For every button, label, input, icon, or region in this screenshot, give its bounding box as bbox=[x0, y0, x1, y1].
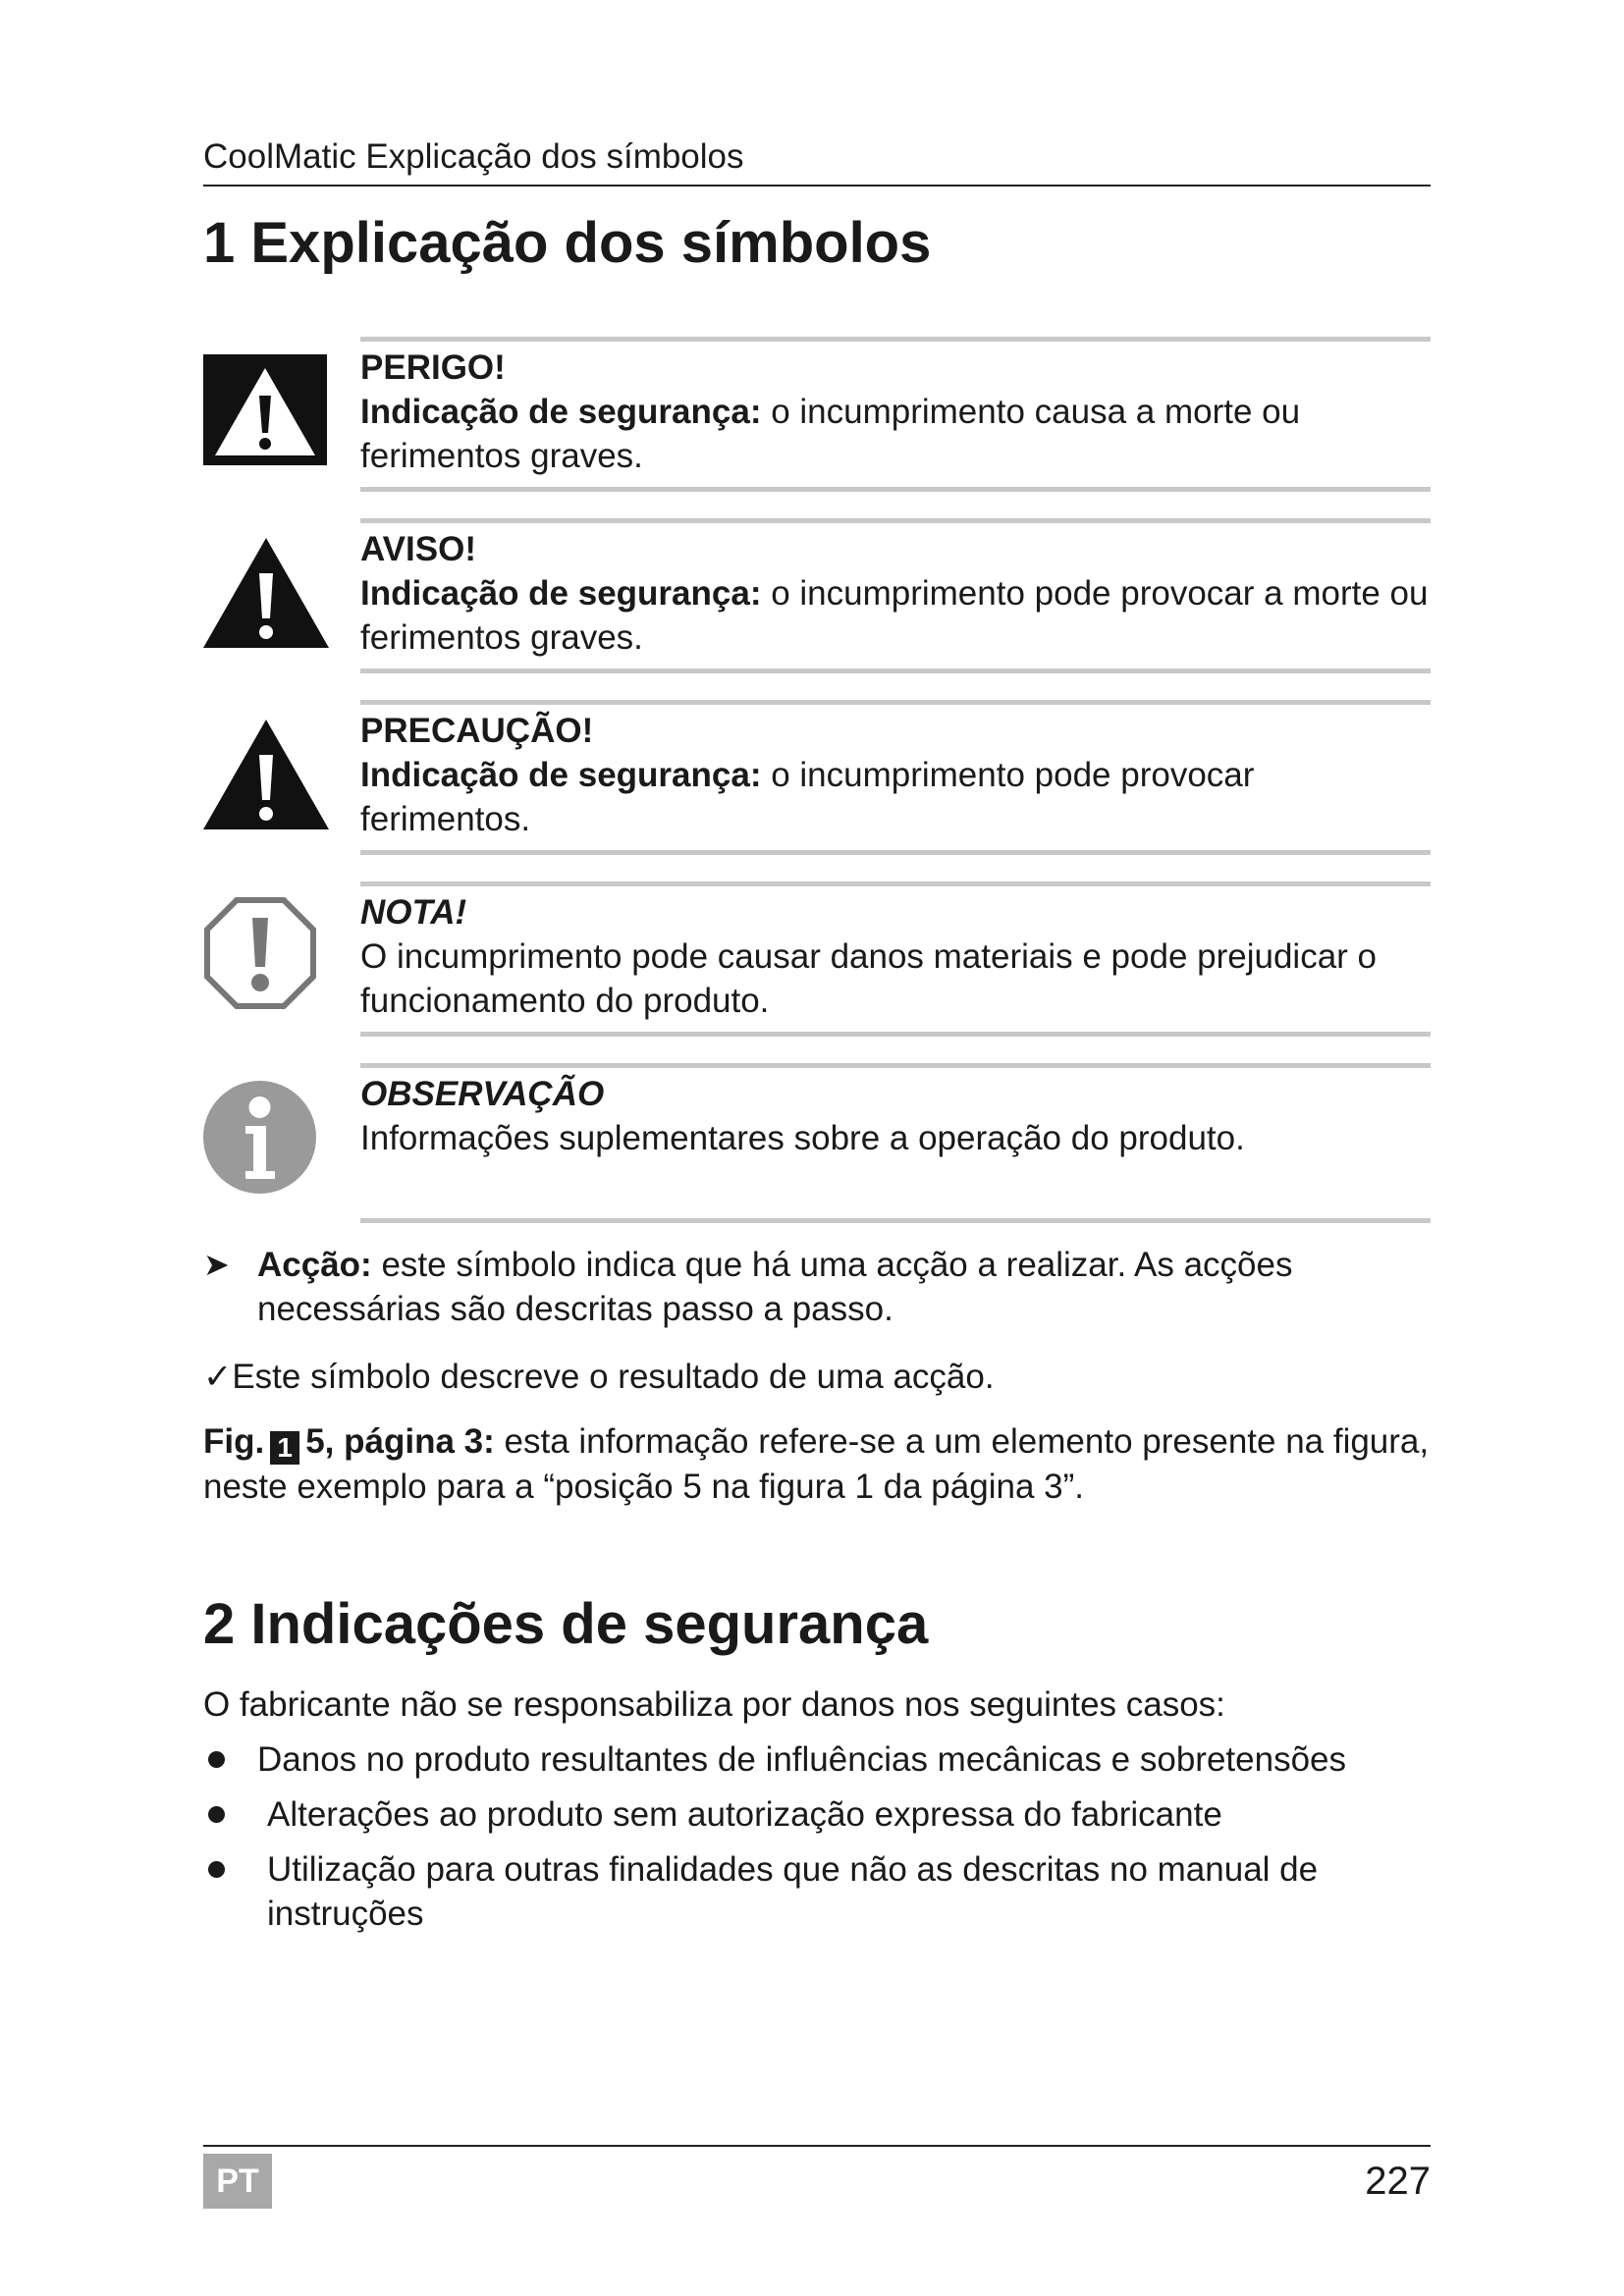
footer-divider bbox=[203, 2145, 1431, 2147]
header-divider bbox=[203, 185, 1431, 187]
figure-reference bbox=[203, 1419, 1431, 1509]
notice-body bbox=[360, 390, 1431, 478]
manual-page: CoolMatic Explicação dos símbolos 1 Explicação dos símbolos PERIGO! Indicação de segurança: o incumprimento causa a morte ou ferimentos graves. AVISO! Indicação de segurança: o incumprimento pode provocar a morte ou ferimentos graves. PRECAUÇÃO! Indicação de segurança: o incumprimento pode provocar ferimentos. NOTA! O incumprimento pode causar danos materiais e pode prejudicar o funcionamento do produto. OBSERVAÇÃO Informações suplementares sobre a operação do produto. ➤ Acção: este símbolo indica que há uma acção a realizar. As acções necessárias são descritas passo a passo. ✓Este símbolo descreve o resultado de uma acção. Fig. 1 5, página 3: esta informação refere-se a um elemento presente na figura, neste exemplo para a “posição 5 na figura 1 da página 3”. 2 Indicações de segurança O fabricante não se responsabiliza por danos nos seguintes casos: Danos no produto resultantes de influências mecânicas e sobretensões Alterações ao produto sem autorização expressa do fabricante Utilização para outras finalidades que não as descritas no manual de instruções PT 227 bbox=[203, 0, 1431, 2296]
language-badge: PT bbox=[203, 2154, 272, 2209]
bullet-icon bbox=[208, 1806, 225, 1823]
notice-top-rule bbox=[360, 337, 1431, 342]
notice-top-rule bbox=[360, 518, 1431, 523]
notice-text: Informações suplementares sobre a operação do produto. bbox=[360, 1119, 1245, 1157]
notice-text: o incumprimento causa a morte ou ferimentos graves. bbox=[360, 393, 1301, 475]
notice-label: Indicação de segurança: bbox=[360, 393, 762, 431]
notice-bottom-rule bbox=[360, 487, 1431, 492]
notice-octagon-icon bbox=[203, 896, 317, 1010]
notice-text: o incumprimento pode provocar ferimentos. bbox=[360, 756, 1255, 838]
notice-label: Indicação de segurança: bbox=[360, 574, 762, 613]
notice-title: OBSERVAÇÃO bbox=[360, 1075, 605, 1113]
result-text: Este símbolo descreve o resultado de uma acção. bbox=[232, 1358, 995, 1396]
arrow-right-icon: ➤ bbox=[203, 1247, 230, 1282]
section-2-intro: O fabricante não se responsabiliza por danos nos seguintes casos: bbox=[203, 1685, 1225, 1724]
section-2-title: 2 Indicações de segurança bbox=[203, 1592, 929, 1656]
bullet-icon bbox=[208, 1861, 225, 1878]
notice-body bbox=[360, 753, 1431, 841]
notice-bottom-rule bbox=[360, 1218, 1431, 1223]
warning-triangle-icon bbox=[203, 538, 329, 648]
notice-title: PERIGO! bbox=[360, 348, 506, 387]
checkmark-icon: ✓ bbox=[203, 1358, 233, 1396]
result-item bbox=[203, 1355, 1431, 1399]
figure-text: esta informação refere-se a um elemento presente na figura, neste exemplo para a “posição 5 na figura 1 da página 3”. bbox=[203, 1422, 1430, 1506]
caution-triangle-icon bbox=[203, 720, 329, 829]
page-number: 227 bbox=[1365, 2160, 1431, 2203]
notice-warning bbox=[203, 518, 1431, 675]
notice-text: o incumprimento pode provocar a morte ou ferimentos graves. bbox=[360, 574, 1429, 657]
bullet-icon bbox=[208, 1751, 225, 1768]
notice-bottom-rule bbox=[360, 850, 1431, 855]
notice-caution bbox=[203, 700, 1431, 857]
danger-warning-triangle-icon bbox=[203, 354, 327, 465]
running-header: CoolMatic Explicação dos símbolos bbox=[203, 137, 744, 176]
notice-top-rule bbox=[360, 700, 1431, 705]
action-item bbox=[203, 1243, 1431, 1331]
notice-top-rule bbox=[360, 881, 1431, 886]
notice-text: O incumprimento pode causar danos materiais e pode prejudicar o funcionamento do produto. bbox=[360, 937, 1378, 1020]
notice-top-rule bbox=[360, 1063, 1431, 1068]
notice-bottom-rule bbox=[360, 668, 1431, 673]
figure-number-box: 1 bbox=[270, 1431, 299, 1465]
figure-prefix: Fig. bbox=[203, 1422, 265, 1461]
figure-position: 5, página 3: bbox=[305, 1422, 495, 1461]
notice-bottom-rule bbox=[360, 1032, 1431, 1037]
info-icon bbox=[203, 1081, 316, 1194]
section-1-title: 1 Explicação dos símbolos bbox=[203, 211, 932, 275]
action-label: Acção: bbox=[257, 1246, 372, 1284]
action-text: este símbolo indica que há uma acção a realizar. As acções necessárias são descritas passo a passo. bbox=[257, 1246, 1293, 1328]
notice-title: PRECAUÇÃO! bbox=[360, 712, 594, 750]
notice-note bbox=[203, 881, 1431, 1039]
notice-title: NOTA! bbox=[360, 893, 467, 932]
notice-info bbox=[203, 1063, 1431, 1225]
notice-title: AVISO! bbox=[360, 530, 476, 568]
notice-label: Indicação de segurança: bbox=[360, 756, 762, 794]
notice-danger bbox=[203, 337, 1431, 494]
notice-body bbox=[360, 571, 1431, 660]
